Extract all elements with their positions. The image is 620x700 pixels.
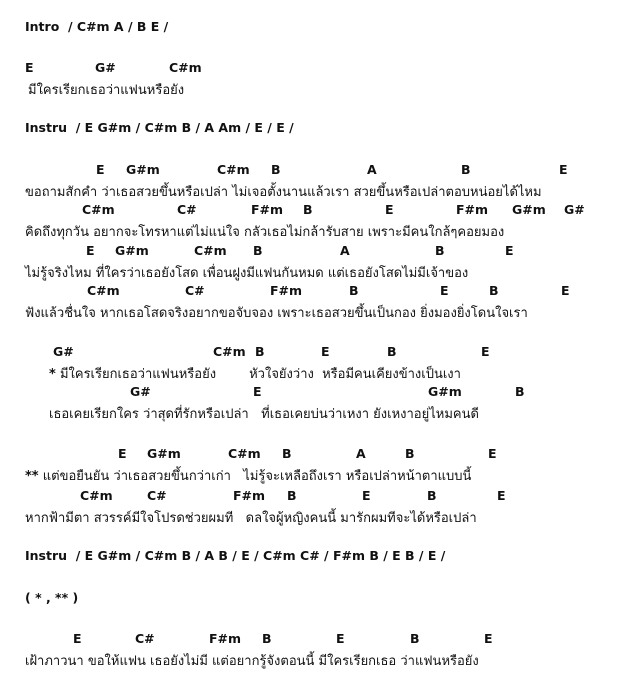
- chord: C#m: [213, 344, 246, 359]
- lyric-line: มีใครเรียกเธอว่าแฟนหรือยัง: [28, 83, 185, 98]
- instru-line: Instru / E G#m / C#m B / A B / E / C#m C# / F#m B / E B / E /: [25, 548, 446, 563]
- chord: E: [86, 243, 95, 258]
- lyric-line: ขอถามสักคำ ว่าเธอสวยขึ้นหรือเปล่า ไม่เจอตั้งนานแล้วเรา สวยขึ้นหรือเปล่าตอบหน่อยได้ไหม: [25, 185, 542, 200]
- chord: F#m: [233, 488, 266, 503]
- chord: B: [271, 162, 281, 177]
- lyric-line: * มีใครเรียกเธอว่าแฟนหรือยัง หัวใจยังว่าง หรือมีคนเคียงข้างเป็นเงา: [49, 367, 461, 382]
- chord: B: [349, 283, 359, 298]
- lyric-line: เธอเคยเรียกใคร ว่าสุดที่รักหรือเปล่า ที่เธอเคยบ่นว่าเหงา ยังเหงาอยู่ไหมคนดี: [49, 407, 479, 422]
- chord: A: [356, 446, 366, 461]
- chord: B: [435, 243, 445, 258]
- chord: G#: [53, 344, 74, 359]
- chord: G#m: [147, 446, 181, 461]
- chord: F#m: [456, 202, 489, 217]
- chord: A: [340, 243, 350, 258]
- lyric-line: เฝ้าภาวนา ขอให้แฟน เธอยังไม่มี แต่อยากรู้จังตอนนี้ มีใครเรียกเธอ ว่าแฟนหรือยัง: [25, 654, 479, 669]
- chord: C#: [185, 283, 205, 298]
- chord: B: [427, 488, 437, 503]
- chord: E: [488, 446, 497, 461]
- chord: A: [367, 162, 377, 177]
- chord: E: [321, 344, 330, 359]
- chord: C#: [177, 202, 197, 217]
- chord: B: [489, 283, 499, 298]
- chord: E: [505, 243, 514, 258]
- chord: B: [282, 446, 292, 461]
- chord: C#m: [194, 243, 227, 258]
- chord: G#: [564, 202, 585, 217]
- lyric-line: ฟังแล้วชื่นใจ หากเธอโสดจริงอยากขอจับจอง เพราะเธอสวยขึ้นเป็นกอง ยิ่งมองยิ่งโดนใจเรา: [25, 306, 528, 321]
- chord: E: [481, 344, 490, 359]
- chord: G#m: [428, 384, 462, 399]
- chord: E: [96, 162, 105, 177]
- chord: G#m: [512, 202, 546, 217]
- chord: E: [336, 631, 345, 646]
- chord: G#m: [115, 243, 149, 258]
- chord: B: [303, 202, 313, 217]
- chord: B: [405, 446, 415, 461]
- chord: E: [497, 488, 506, 503]
- chorus-marker: *: [49, 367, 56, 382]
- instru-line: Instru / E G#m / C#m B / A Am / E / E /: [25, 120, 294, 135]
- lyric-line: ไม่รู้จริงไหม ที่ใครว่าเธอยังโสด เพื่อนฝูงมีแฟนกันหมด แต่เธอยังโสดไม่มีเจ้าของ: [25, 266, 469, 281]
- chord: E: [362, 488, 371, 503]
- chord: B: [253, 243, 263, 258]
- chord: E: [25, 60, 34, 75]
- chord: E: [440, 283, 449, 298]
- chord: G#m: [126, 162, 160, 177]
- chord: B: [387, 344, 397, 359]
- chord: C#m: [82, 202, 115, 217]
- lyric-line: ** แต่ขอยืนยัน ว่าเธอสวยขึ้นกว่าเก่า ไม่รู้จะเหลือถึงเรา หรือเปล่าหน้าตาแบบนี้: [25, 469, 472, 484]
- chord: E: [559, 162, 568, 177]
- chord: E: [253, 384, 262, 399]
- chord: E: [385, 202, 394, 217]
- chord: B: [287, 488, 297, 503]
- chord: G#: [130, 384, 151, 399]
- intro-line: Intro / C#m A / B E /: [25, 19, 169, 34]
- chord: C#m: [217, 162, 250, 177]
- chord: C#: [147, 488, 167, 503]
- chord: C#m: [169, 60, 202, 75]
- chord: F#m: [270, 283, 303, 298]
- chord: C#: [135, 631, 155, 646]
- chord: G#: [95, 60, 116, 75]
- chord: B: [262, 631, 272, 646]
- chord: B: [410, 631, 420, 646]
- bridge-marker: **: [25, 469, 39, 484]
- lyric-line: คิดถึงทุกวัน อยากจะโทรหาแต่ไม่แน่ใจ กลัวเธอไม่กล้ารับสาย เพราะมีคนใกล้ๆคอยมอง: [25, 225, 505, 240]
- chord: C#m: [80, 488, 113, 503]
- chord: E: [561, 283, 570, 298]
- repeat-instruction: ( * , ** ): [25, 590, 79, 605]
- chord: C#m: [228, 446, 261, 461]
- chord: B: [515, 384, 525, 399]
- chord: F#m: [251, 202, 284, 217]
- chord: E: [118, 446, 127, 461]
- chord: F#m: [209, 631, 242, 646]
- chord: E: [484, 631, 493, 646]
- chord: E: [73, 631, 82, 646]
- chord: B: [255, 344, 265, 359]
- chord: B: [461, 162, 471, 177]
- lyric-line: หากฟ้ามีตา สวรรค์มีใจโปรดช่วยผมที ดลใจผู้หญิงคนนี้ มารักผมทีจะได้หรือเปล่า: [25, 511, 477, 526]
- chord: C#m: [87, 283, 120, 298]
